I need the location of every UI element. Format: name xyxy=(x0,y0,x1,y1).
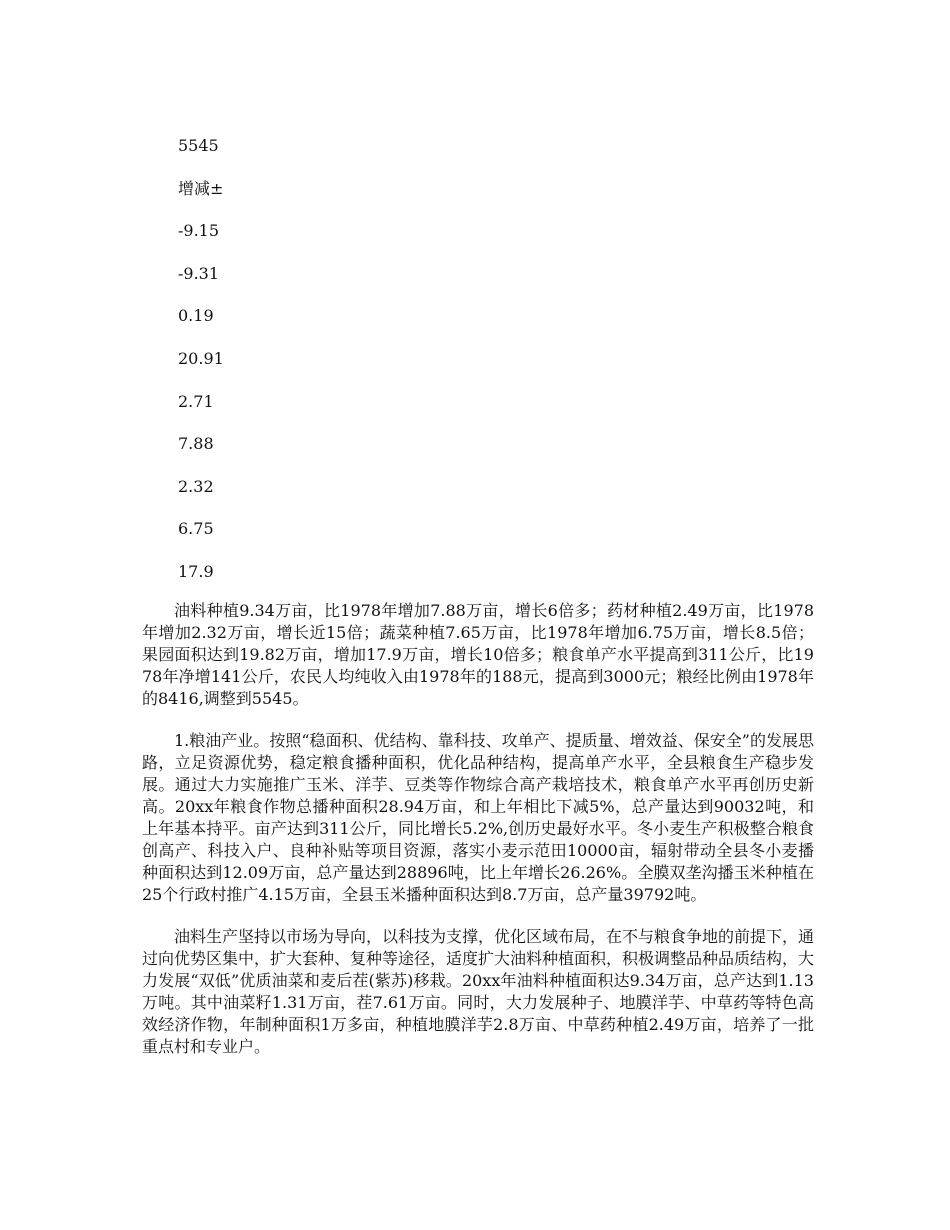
paragraph-oil-production: 油料生产坚持以市场为导向，以科技为支撑，优化区域布局，在不与粮食争地的前提下，通过向优势区集中，扩大套种、复种等途径，适度扩大油料种植面积，积极调整品种品质结构，大力发展“双低”优质油菜和麦后茬(紫苏)移栽。20xx年油料种植面积达9.34万亩，总产达到1.13万吨。其中油菜籽1.31万亩，茬7.61万亩。同时，大力发展种子、地膜洋芋、中草药等特色高效经济作物，年制种面积1万多亩，种植地膜洋芋2.8万亩、中草药种植2.49万亩，培养了一批重点村和专业户。 xyxy=(142,927,815,1056)
value-item: 20.91 xyxy=(178,348,224,368)
paragraph-oil-summary: 油料种植9.34万亩，比1978年增加7.88万亩，增长6倍多；药材种植2.49万亩，比1978年增加2.32万亩，增长近15倍；蔬菜种植7.65万亩，比1978年增加6.75万亩，增长8.5倍；果园面积达到19.82万亩，增加17.9万亩，增长10倍多；粮食单产水平提高到311公斤，比1978年净增141公斤，农民人均纯收入由1978年的188元，提高到3000元；粮经比例由1978年的8416,调整到5545。 xyxy=(142,601,814,708)
value-item: 0.19 xyxy=(178,306,214,326)
value-item: 17.9 xyxy=(178,561,214,581)
value-item: 5545 xyxy=(178,136,219,155)
value-item: 2.32 xyxy=(178,476,214,496)
paragraph-grain-oil-industry: 1.粮油产业。按照“稳面积、优结构、靠科技、攻单产、提质量、增效益、保安全”的发展思路，立足资源优势，稳定粮食播种面积，优化品种结构，提高单产水平，全县粮食生产稳步发展。通过大力实施推广玉米、洋芋、豆类等作物综合高产栽培技术，粮食单产水平再创历史新高。20xx年粮食作物总播种面积28.94万亩，和上年相比下减5%，总产量达到90032吨，和上年基本持平。亩产达到311公斤，同比增长5.2%,创历史最好水平。冬小麦生产积极整合粮食创高产、科技入户、良种补贴等项目资源，落实小麦示范田10000亩，辐射带动全县冬小麦播种面积达到12.09万亩，总产量达到28896吨，比上年增长26.26%。全膜双垄沟播玉米种植在25个行政村推广4.15万亩，全县玉米播种面积达到8.7万亩，总产量39792吨。 xyxy=(142,731,814,904)
value-item: 6.75 xyxy=(178,519,214,539)
value-item: -9.15 xyxy=(178,221,220,241)
body-text xyxy=(142,600,814,1078)
value-item: 增减± xyxy=(178,178,224,198)
value-item: -9.31 xyxy=(178,263,220,283)
value-item: 2.71 xyxy=(178,391,214,411)
value-list xyxy=(178,134,224,603)
value-item: 7.88 xyxy=(178,434,214,454)
